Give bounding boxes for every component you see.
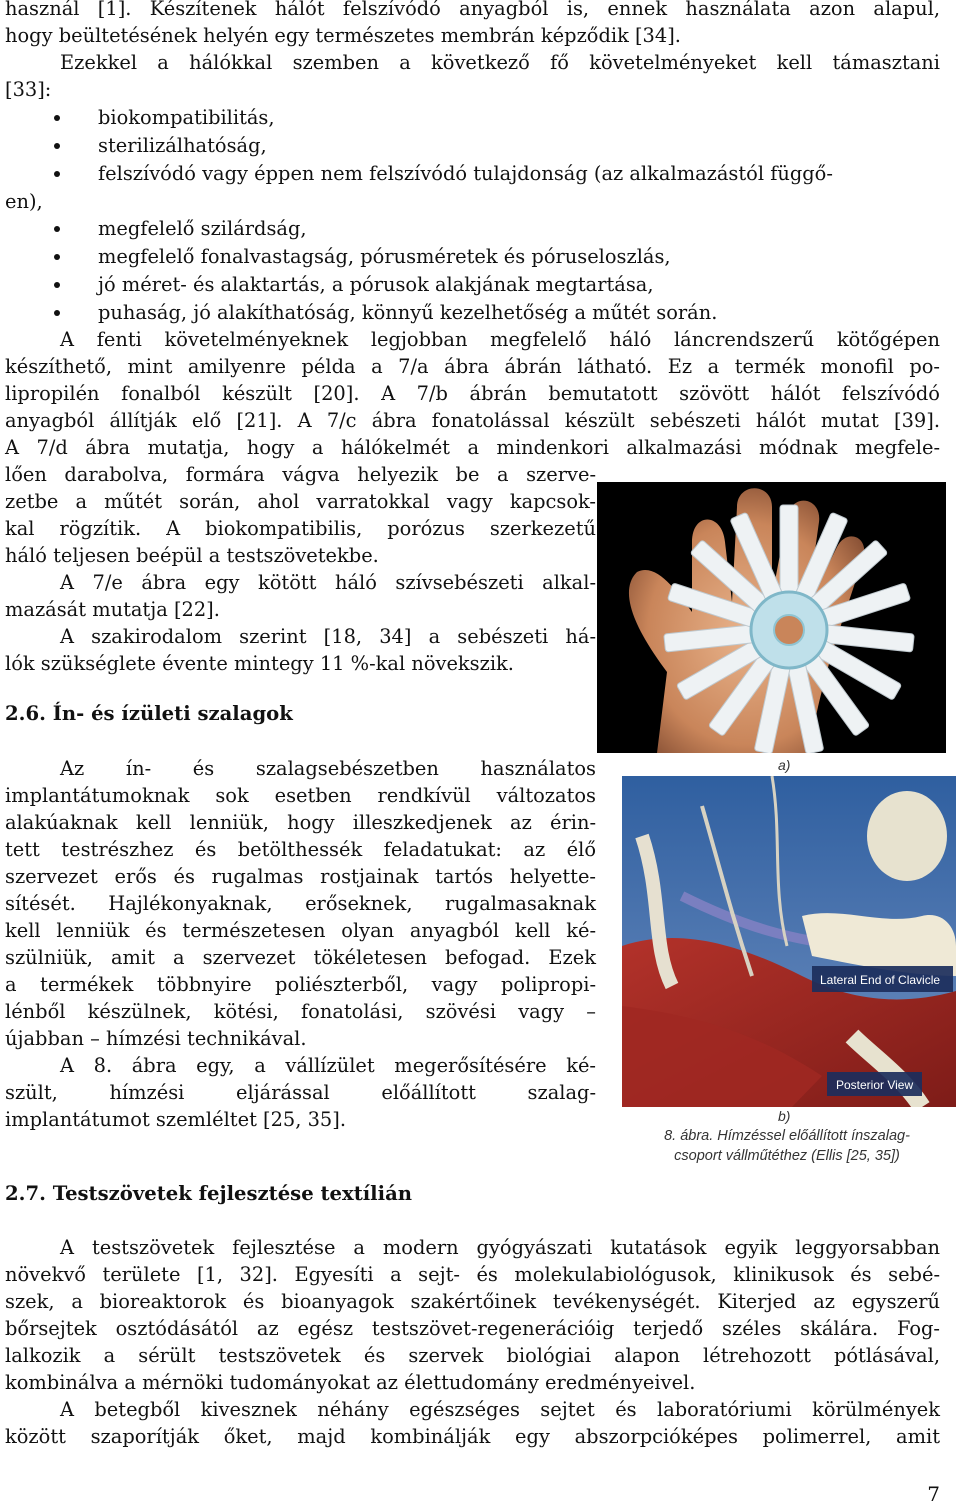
text-line: hogy beültetésének helyén egy természetes membrán képződik [34]. (5, 24, 681, 47)
text-line: kell lenniük és természetesen olyan anyagból kell ké- (5, 919, 596, 942)
figure-a-photo (597, 482, 946, 753)
hand-mesh-image (597, 482, 946, 753)
text-line: [33]: (5, 78, 52, 101)
figure-caption: 8. ábra. Hímzéssel előállított ínszalag- (664, 1128, 910, 1144)
text-line: kal rögzítik. A biokompatibilis, porózus szerkezetű (5, 517, 596, 540)
figure-caption: csoport vállműtéthez (Ellis [25, 35]) (674, 1148, 900, 1164)
text-line: újabban – hímzési technikával. (5, 1027, 307, 1050)
text-line: A szakirodalom szerint [18, 34] a sebészeti há- (60, 625, 596, 648)
overlay-label-view: Posterior View (836, 1078, 914, 1092)
text-line: lipropilén fonalból készült [20]. A 7/b ábrán bemutatott szövött hálót felszívódó (5, 382, 940, 405)
text-line: Ezekkel a hálókkal szemben a következő fő követelményeket kell támasztani (60, 51, 940, 74)
text-line: lók szükséglete évente mintegy 11 %-kal növekszik. (5, 652, 514, 675)
figure-label-b: b) (778, 1108, 791, 1124)
text-line: háló teljesen beépül a testszövetekbe. (5, 544, 379, 567)
section-heading: 2.6. Ín- és ízületi szalagok (5, 702, 293, 725)
text-line: növekvő területe [1, 32]. Egyesíti a sejt- és molekulabiológusok, klinikusok és sebé- (5, 1263, 940, 1286)
bullet-icon (54, 226, 60, 232)
text-line: lalkozik a sérült testszövetek és szervek biológiai alapon létrehozott pótlásával, (5, 1344, 940, 1367)
text-line: A 7/e ábra egy kötött háló szívsebészeti alkal- (60, 571, 596, 594)
figure-label-a: a) (778, 757, 791, 773)
section-heading: 2.7. Testszövetek fejlesztése textílián (5, 1182, 413, 1205)
bullet-icon (54, 282, 60, 288)
shoulder-anatomy-image (622, 776, 956, 1107)
text-line: A betegből kivesznek néhány egészséges sejtet és laboratóriumi körülmények (60, 1398, 940, 1421)
bullet-icon (54, 171, 60, 177)
text-line: használ [1]. Készítenek hálót felszívódó anyagból is, ennek használata azon alapul, (5, 0, 940, 20)
text-line: sítését. Hajlékonyaknak, erőseknek, rugalmasaknak (5, 892, 596, 915)
page-number: 7 (927, 1482, 940, 1506)
text-line: kombinálva a mérnöki tudományokat az élettudomány eredményeivel. (5, 1371, 696, 1394)
text-line: lénből készülnek, kötési, fonatolási, szövési vagy – (5, 1000, 596, 1023)
figure-b-illustration (622, 776, 956, 1107)
text-line: A fenti követelményeknek legjobban megfelelő háló láncrendszerű kötőgépen (60, 328, 940, 351)
text-line: implantátumot szemléltet [25, 35]. (5, 1108, 347, 1131)
text-line: bőrsejtek osztódásától az egész testszövet-regenerációig terjedő széles skálára. Fog- (5, 1317, 940, 1340)
text-line: a termékek többnyire poliészterből, vagy polipropi- (5, 973, 596, 996)
text-line: A testszövetek fejlesztése a modern gyógyászati kutatások egyik leggyorsabban (60, 1236, 940, 1259)
text-line: zetbe a műtét során, ahol varratokkal vagy kapcsok- (5, 490, 596, 513)
text-line: között szaporítják őket, majd kombinálják egy abszorpcióképes polimerrel, amit (5, 1425, 940, 1448)
text-line: alakúaknak kell lenniük, hogy illeszkedjenek az érin- (5, 811, 596, 834)
text-line: szülniük, amit a szervezet tökéletesen befogad. Ezek (5, 946, 596, 969)
bullet-icon (54, 310, 60, 316)
text-line: Az ín- és szalagsebészetben használatos (60, 757, 596, 780)
bullet-icon (54, 143, 60, 149)
overlay-label-clavicle: Lateral End of Clavicle (820, 973, 941, 987)
text-line: en), (5, 190, 43, 213)
text-line: készíthető, mint amilyenre példa a 7/a ábra ábrán látható. Ez a termék monofil po- (5, 355, 940, 378)
text-line: mazását mutatja [22]. (5, 598, 220, 621)
bullet-icon (54, 254, 60, 260)
text-line: szervezet erős és rugalmas rostjainak tartós helyette- (5, 865, 596, 888)
text-line: anyagból állítják elő [21]. A 7/c ábra fonatolással készült sebészeti hálót mutat [39]. (5, 409, 940, 432)
text-line: tett testrészhez és betölthessék feladatukat: az élő (5, 838, 596, 861)
bullet-icon (54, 115, 60, 121)
text-line: A 7/d ábra mutatja, hogy a hálókelmét a mindenkori alkalmazási módnak megfele- (5, 436, 940, 459)
text-line: implantátumoknak sok esetben rendkívül változatos (5, 784, 596, 807)
text-line: lően darabolva, formára vágva helyezik be a szerve- (5, 463, 596, 486)
text-line: szült, hímzési eljárással előállított szalag- (5, 1081, 596, 1104)
text-line: A 8. ábra egy, a vállízület megerősítésére ké- (60, 1054, 596, 1077)
text-line: szek, a bioreaktorok és bioanyagok szakértőinek tevékenységét. Kiterjed az egyszerű (5, 1290, 940, 1313)
